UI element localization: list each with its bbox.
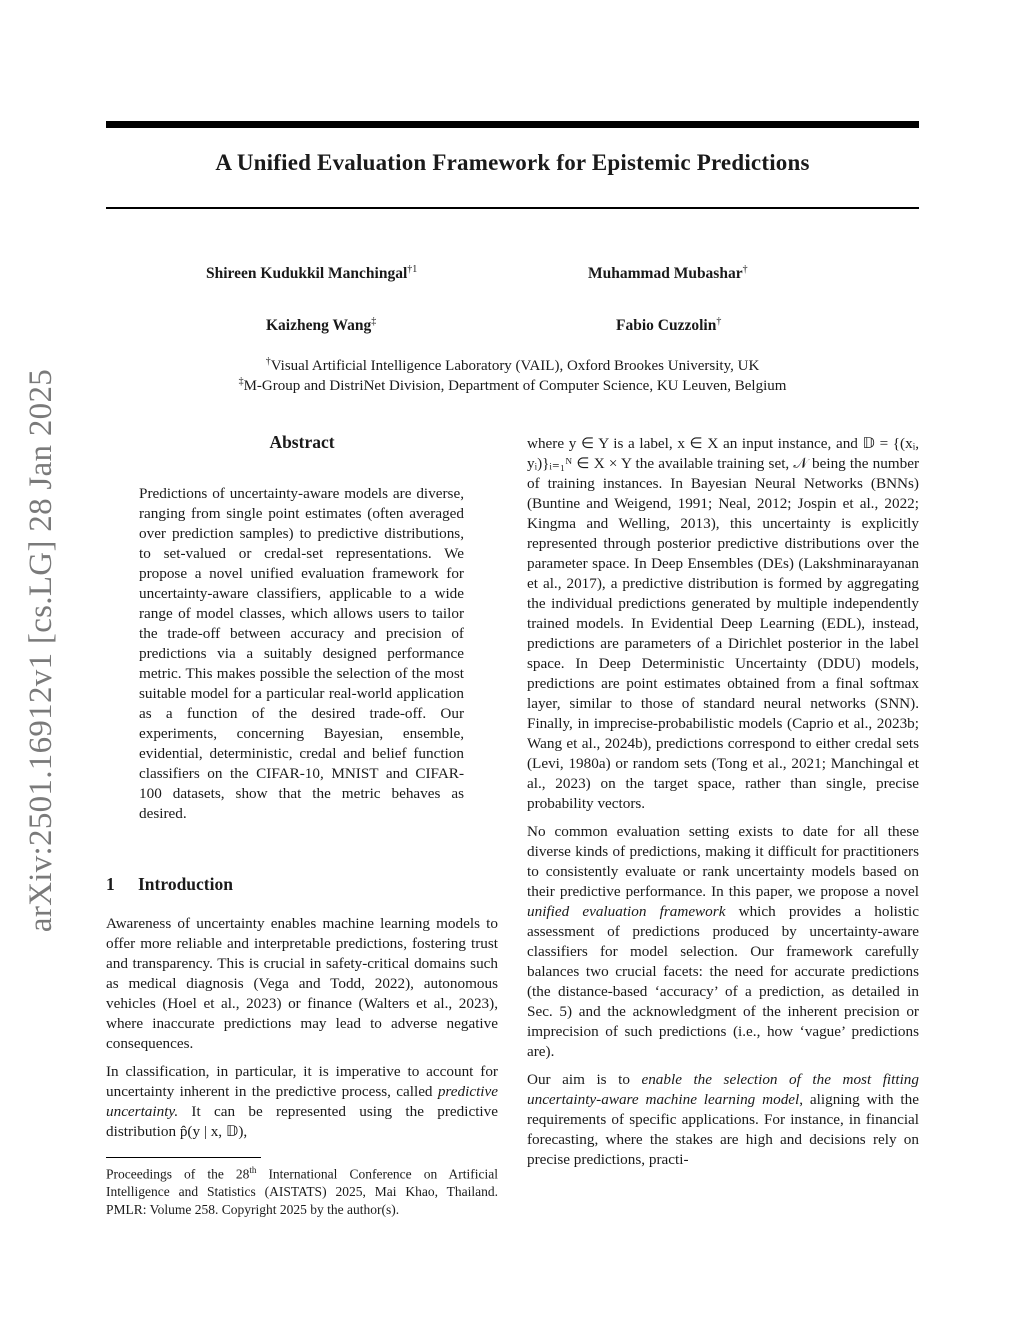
arxiv-identifier: arXiv:2501.16912v1 [cs.LG] 28 Jan 2025 (23, 368, 60, 932)
right-paragraph-1: where y ∈ Y is a label, x ∈ X an input instance, and 𝔻 = {(xᵢ, yᵢ)}ᵢ₌₁ᴺ ∈ X × Y the available training set, 𝒩 being the number of training instances. In Bayesian Neural Networks (BNNs) (Buntine and Weigend, 1991; Neal, 2012; Jospin et al., 2022; Kingma and Welling, 2013), this uncertainty is explicitly represented through posterior predictive distributions over the parameter space. In Deep Ensembles (DEs) (Lakshminarayanan et al., 2017), a predictive distribution is formed by aggregating the individual predictions generated by multiple independently trained models. In Evidential Deep Learning (EDL), instead, predictions are parameters of a Dirichlet posterior in the label space. In Deep Deterministic Uncertainty (DDU) models, predictions are point estimates obtained from a final softmax layer, similar to those of standard neural networks (SNN). Finally, in imprecise-probabilistic models (Caprio et al., 2023b; Wang et al., 2024b), predictions correspond to either credal sets (Levi, 1980a) or random sets (Tong et al., 2021; Manchingal et al., 2023) on the target space, rather than single, precise probability vectors. (527, 435, 919, 812)
affiliation-1 (106, 356, 919, 375)
right-p2-emphasis: unified evaluation framework (527, 903, 726, 920)
affiliation-text: Visual Artificial Intelligence Laboratory (VAIL), Oxford Brookes University, UK (270, 358, 760, 374)
footnote-rule (106, 1157, 261, 1158)
author-marks: † (716, 316, 722, 327)
right-p2-start: No common evaluation setting exists to date for all these diverse kinds of predictions, making it difficult for practitioners to consistently evaluate or rank uncertainty models based on their predictive performance. In this paper, we propose a novel (527, 823, 919, 900)
intro-paragraph-2 (106, 1062, 498, 1142)
abstract-heading: Abstract (269, 432, 335, 452)
paper-title: A Unified Evaluation Framework for Epistemic Predictions (215, 150, 810, 175)
affiliation-mark: ‡ (238, 376, 244, 387)
author-name: Kaizheng Wang (266, 317, 372, 335)
right-p3-end: , aligning with the requirements of specific applications. For instance, in financial forecasting, where the stakes are high and decisions rely on precise predictions, practi- (527, 1091, 919, 1168)
arxiv-side-stamp (22, 360, 62, 940)
author-4 (616, 316, 721, 335)
author-name: Shireen Kudukkil Manchingal (206, 265, 408, 283)
author-marks: †1 (407, 264, 418, 275)
intro-paragraph-1: Awareness of uncertainty enables machine learning models to offer more reliable and interpretable predictions, fostering trust and transparency. This is crucial in safety-critical domains such as medical diagnosis (Vega and Todd, 2022), autonomous vehicles (Hoel et al., 2023) or finance (Walters et al., 2023), where inaccurate predictions may lead to adverse negative consequences. (106, 915, 498, 1052)
intro-p2-end: It can be represented using the predictive distribution p̂(y | x, 𝔻), (106, 1103, 498, 1140)
footnote-superscript: th (249, 1165, 257, 1175)
proceedings-footnote (106, 1162, 498, 1218)
right-p3-emphasis: enable the selection of the most fitting uncertainty-aware machine learning model (527, 1071, 919, 1108)
intro-p2-start: In classification, in particular, it is imperative to account for uncertainty inherent in the predictive process, called (106, 1063, 498, 1100)
footnote-text-start: Proceedings of the 28 (106, 1166, 250, 1182)
right-paragraph-2 (527, 822, 919, 1062)
section-title: Introduction (138, 874, 233, 894)
footnote-text-end: International Conference on Artificial Intelligence and Statistics (AISTATS) 2025, Mai Khao, Thailand. PMLR: Volume 258. Copyright 2025 by the author(s). (106, 1166, 498, 1217)
section-heading-introduction (106, 874, 233, 895)
abstract-body (139, 484, 464, 824)
right-column-body (527, 434, 919, 1170)
author-marks: ‡ (371, 316, 377, 327)
abstract-text: Predictions of uncertainty-aware models are diverse, ranging from single point estimates (often averaged over prediction samples) to predictive distributions, to set-valued or credal-set representations. We propose a novel unified evaluation framework for uncertainty-aware classifiers, applicable to a wide range of model classes, which allows users to tailor the trade-off between accuracy and precision of predictions via a suitably designed performance metric. This makes possible the selection of the most suitable model for a particular real-world application as a function of the desired trade-off. Our experiments, concerning Bayesian, ensemble, evidential, deterministic, credal and belief function classifiers on the CIFAR-10, MNIST and CIFAR-100 datasets, show that the metric behaves as desired. (139, 485, 464, 822)
right-p2-end: which provides a holistic assessment of predictions produced by uncertainty-aware classifiers for model selection. Our framework carefully balances two crucial facets: the need for accurate predictions (the distance-based ‘accuracy’ of a prediction, as detailed in Sec. 5) and the acknowledgment of the inherent precision or imprecision of such predictions (i.e., how ‘vague’ predictions are). (527, 903, 919, 1060)
author-3 (266, 316, 376, 335)
affiliation-2 (106, 376, 919, 395)
section-number: 1 (106, 874, 115, 894)
affiliation-mark: † (265, 356, 271, 367)
intro-p2-emphasis: predictive uncertainty. (106, 1083, 498, 1120)
affiliation-text: M-Group and DistriNet Division, Department of Computer Science, KU Leuven, Belgium (243, 378, 787, 394)
author-1 (206, 264, 417, 283)
author-name: Fabio Cuzzolin (616, 317, 717, 335)
introduction-body (106, 914, 498, 1142)
right-paragraph-3 (527, 1070, 919, 1170)
title-bottom-rule (106, 207, 919, 209)
author-2 (588, 264, 748, 283)
title-top-rule (106, 121, 919, 128)
right-p3-start: Our aim is to (527, 1071, 642, 1088)
author-marks: † (742, 264, 748, 275)
author-name: Muhammad Mubashar (588, 265, 743, 283)
